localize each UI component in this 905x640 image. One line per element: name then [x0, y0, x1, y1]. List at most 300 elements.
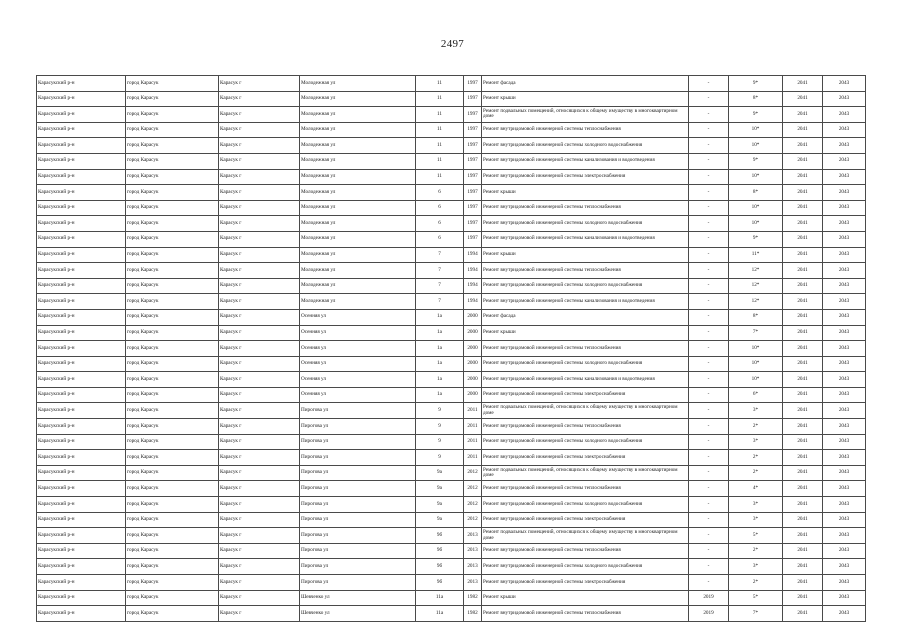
cell-work: Ремонт крыши	[482, 91, 689, 107]
cell-locality: Карасук г	[219, 481, 300, 497]
cell-locality: Карасук г	[219, 543, 300, 559]
cell-prior: -	[689, 403, 729, 419]
cell-district: Карасукский р-н	[37, 606, 126, 622]
cell-work: Ремонт подвальных помещений, относящихся к общему имуществу в многоквартирном доме	[482, 465, 689, 481]
cell-locality: Карасук г	[219, 153, 300, 169]
cell-work: Ремонт внутридомовой инженерной системы теплоснабжения	[482, 200, 689, 216]
cell-end: 2043	[823, 372, 866, 388]
cell-work: Ремонт крыши	[482, 247, 689, 263]
table-row	[37, 356, 866, 372]
cell-street: Молодежная ул	[300, 185, 416, 201]
cell-district: Карасукский р-н	[37, 185, 126, 201]
cell-end: 2043	[823, 465, 866, 481]
cell-year: 1997	[464, 122, 482, 138]
cell-year: 1994	[464, 263, 482, 279]
cell-settlement: город Карасук	[126, 341, 219, 357]
cell-end: 2043	[823, 528, 866, 544]
cell-area: 8*	[729, 185, 783, 201]
cell-year: 2000	[464, 325, 482, 341]
cell-locality: Карасук г	[219, 356, 300, 372]
cell-house: 9	[416, 419, 464, 435]
cell-locality: Карасук г	[219, 309, 300, 325]
cell-house: 9б	[416, 543, 464, 559]
cell-house: 6	[416, 216, 464, 232]
table-row	[37, 403, 866, 419]
cell-start: 2041	[783, 559, 823, 575]
cell-start: 2041	[783, 341, 823, 357]
cell-start: 2041	[783, 216, 823, 232]
cell-street: Молодежная ул	[300, 107, 416, 123]
cell-end: 2043	[823, 216, 866, 232]
cell-prior: -	[689, 231, 729, 247]
cell-start: 2041	[783, 169, 823, 185]
cell-district: Карасукский р-н	[37, 497, 126, 513]
cell-settlement: город Карасук	[126, 294, 219, 310]
cell-settlement: город Карасук	[126, 169, 219, 185]
cell-settlement: город Карасук	[126, 122, 219, 138]
cell-start: 2041	[783, 76, 823, 92]
cell-district: Карасукский р-н	[37, 419, 126, 435]
cell-prior: -	[689, 247, 729, 263]
cell-end: 2043	[823, 185, 866, 201]
cell-end: 2043	[823, 543, 866, 559]
cell-house: 11	[416, 122, 464, 138]
cell-work: Ремонт внутридомовой инженерной системы холодного водоснабжения	[482, 216, 689, 232]
cell-district: Карасукский р-н	[37, 450, 126, 466]
cell-area: 10*	[729, 169, 783, 185]
cell-street: Шевченко ул	[300, 590, 416, 606]
cell-house: 9	[416, 403, 464, 419]
cell-end: 2043	[823, 325, 866, 341]
cell-year: 1994	[464, 294, 482, 310]
cell-locality: Карасук г	[219, 372, 300, 388]
cell-street: Молодежная ул	[300, 122, 416, 138]
cell-area: 11*	[729, 247, 783, 263]
table-row	[37, 247, 866, 263]
cell-locality: Карасук г	[219, 465, 300, 481]
table-row	[37, 341, 866, 357]
cell-work: Ремонт фасада	[482, 76, 689, 92]
cell-end: 2043	[823, 450, 866, 466]
cell-area: 9*	[729, 76, 783, 92]
table-row	[37, 76, 866, 92]
cell-locality: Карасук г	[219, 528, 300, 544]
cell-area: 9*	[729, 107, 783, 123]
cell-prior: -	[689, 138, 729, 154]
cell-locality: Карасук г	[219, 512, 300, 528]
cell-work: Ремонт внутридомовой инженерной системы теплоснабжения	[482, 122, 689, 138]
cell-district: Карасукский р-н	[37, 76, 126, 92]
cell-street: Пирогова ул	[300, 403, 416, 419]
cell-prior: -	[689, 200, 729, 216]
cell-house: 9а	[416, 465, 464, 481]
cell-work: Ремонт подвальных помещений, относящихся к общему имуществу в многоквартирном доме	[482, 403, 689, 419]
cell-settlement: город Карасук	[126, 419, 219, 435]
cell-area: 12*	[729, 263, 783, 279]
cell-end: 2043	[823, 247, 866, 263]
table-row	[37, 294, 866, 310]
cell-work: Ремонт внутридомовой инженерной системы теплоснабжения	[482, 263, 689, 279]
cell-house: 1а	[416, 356, 464, 372]
cell-prior: -	[689, 387, 729, 403]
cell-end: 2043	[823, 138, 866, 154]
cell-locality: Карасук г	[219, 294, 300, 310]
cell-end: 2043	[823, 278, 866, 294]
cell-year: 1994	[464, 278, 482, 294]
cell-street: Молодежная ул	[300, 169, 416, 185]
table-row	[37, 200, 866, 216]
cell-settlement: город Карасук	[126, 153, 219, 169]
cell-settlement: город Карасук	[126, 216, 219, 232]
table-row	[37, 185, 866, 201]
cell-locality: Карасук г	[219, 247, 300, 263]
cell-start: 2041	[783, 575, 823, 591]
cell-year: 2013	[464, 543, 482, 559]
cell-start: 2041	[783, 122, 823, 138]
cell-end: 2043	[823, 309, 866, 325]
cell-area: 9*	[729, 153, 783, 169]
cell-settlement: город Карасук	[126, 372, 219, 388]
cell-year: 1997	[464, 76, 482, 92]
cell-area: 10*	[729, 356, 783, 372]
cell-street: Молодежная ул	[300, 278, 416, 294]
cell-house: 9б	[416, 528, 464, 544]
cell-area: 10*	[729, 200, 783, 216]
cell-settlement: город Карасук	[126, 559, 219, 575]
cell-prior: -	[689, 263, 729, 279]
cell-house: 11а	[416, 606, 464, 622]
cell-end: 2043	[823, 153, 866, 169]
cell-settlement: город Карасук	[126, 278, 219, 294]
cell-start: 2041	[783, 91, 823, 107]
cell-prior: -	[689, 91, 729, 107]
cell-locality: Карасук г	[219, 341, 300, 357]
cell-locality: Карасук г	[219, 200, 300, 216]
cell-area: 9*	[729, 231, 783, 247]
cell-house: 11	[416, 169, 464, 185]
cell-street: Молодежная ул	[300, 216, 416, 232]
cell-start: 2041	[783, 107, 823, 123]
cell-house: 11а	[416, 590, 464, 606]
cell-street: Осенняя ул	[300, 372, 416, 388]
cell-district: Карасукский р-н	[37, 403, 126, 419]
cell-street: Пирогова ул	[300, 481, 416, 497]
cell-year: 1997	[464, 185, 482, 201]
cell-settlement: город Карасук	[126, 138, 219, 154]
cell-start: 2041	[783, 481, 823, 497]
cell-work: Ремонт внутридомовой инженерной системы канализования и водоотведения	[482, 372, 689, 388]
cell-end: 2043	[823, 76, 866, 92]
cell-work: Ремонт внутридомовой инженерной системы холодного водоснабжения	[482, 497, 689, 513]
cell-work: Ремонт внутридомовой инженерной системы холодного водоснабжения	[482, 559, 689, 575]
table-row	[37, 434, 866, 450]
cell-work: Ремонт внутридомовой инженерной системы теплоснабжения	[482, 341, 689, 357]
cell-start: 2041	[783, 247, 823, 263]
cell-house: 7	[416, 278, 464, 294]
cell-locality: Карасук г	[219, 278, 300, 294]
cell-year: 2012	[464, 497, 482, 513]
cell-prior: -	[689, 122, 729, 138]
table-row	[37, 325, 866, 341]
cell-street: Пирогова ул	[300, 528, 416, 544]
cell-prior: -	[689, 559, 729, 575]
cell-work: Ремонт внутридомовой инженерной системы канализования и водоотведения	[482, 231, 689, 247]
cell-prior: -	[689, 434, 729, 450]
cell-locality: Карасук г	[219, 419, 300, 435]
cell-district: Карасукский р-н	[37, 372, 126, 388]
cell-district: Карасукский р-н	[37, 465, 126, 481]
cell-house: 7	[416, 294, 464, 310]
cell-area: 2*	[729, 575, 783, 591]
cell-work: Ремонт внутридомовой инженерной системы холодного водоснабжения	[482, 138, 689, 154]
cell-area: 6*	[729, 387, 783, 403]
cell-area: 3*	[729, 497, 783, 513]
cell-end: 2043	[823, 200, 866, 216]
cell-end: 2043	[823, 387, 866, 403]
cell-settlement: город Карасук	[126, 76, 219, 92]
cell-house: 11	[416, 91, 464, 107]
cell-end: 2043	[823, 403, 866, 419]
cell-area: 3*	[729, 434, 783, 450]
cell-street: Молодежная ул	[300, 138, 416, 154]
cell-end: 2043	[823, 575, 866, 591]
cell-prior: -	[689, 76, 729, 92]
cell-district: Карасукский р-н	[37, 341, 126, 357]
cell-year: 2012	[464, 512, 482, 528]
cell-settlement: город Карасук	[126, 247, 219, 263]
cell-district: Карасукский р-н	[37, 247, 126, 263]
cell-locality: Карасук г	[219, 107, 300, 123]
cell-area: 10*	[729, 122, 783, 138]
cell-start: 2041	[783, 403, 823, 419]
cell-settlement: город Карасук	[126, 528, 219, 544]
cell-start: 2041	[783, 434, 823, 450]
cell-start: 2041	[783, 528, 823, 544]
table-row	[37, 278, 866, 294]
cell-end: 2043	[823, 606, 866, 622]
cell-start: 2041	[783, 263, 823, 279]
cell-work: Ремонт внутридомовой инженерной системы канализования и водоотведения	[482, 153, 689, 169]
cell-prior: -	[689, 450, 729, 466]
cell-end: 2043	[823, 497, 866, 513]
cell-settlement: город Карасук	[126, 450, 219, 466]
cell-end: 2043	[823, 263, 866, 279]
cell-locality: Карасук г	[219, 559, 300, 575]
cell-end: 2043	[823, 107, 866, 123]
cell-settlement: город Карасук	[126, 434, 219, 450]
cell-area: 10*	[729, 341, 783, 357]
cell-area: 8*	[729, 309, 783, 325]
cell-start: 2041	[783, 590, 823, 606]
table-row	[37, 590, 866, 606]
cell-street: Пирогова ул	[300, 543, 416, 559]
cell-area: 10*	[729, 372, 783, 388]
cell-house: 6	[416, 200, 464, 216]
cell-start: 2041	[783, 387, 823, 403]
cell-end: 2043	[823, 356, 866, 372]
cell-end: 2043	[823, 481, 866, 497]
cell-street: Молодежная ул	[300, 91, 416, 107]
cell-prior: -	[689, 325, 729, 341]
cell-house: 1а	[416, 341, 464, 357]
cell-prior: -	[689, 107, 729, 123]
cell-district: Карасукский р-н	[37, 575, 126, 591]
cell-locality: Карасук г	[219, 325, 300, 341]
cell-house: 11	[416, 153, 464, 169]
cell-street: Шевченко ул	[300, 606, 416, 622]
cell-area: 3*	[729, 512, 783, 528]
table-row	[37, 153, 866, 169]
cell-area: 7*	[729, 325, 783, 341]
cell-area: 2*	[729, 419, 783, 435]
cell-area: 12*	[729, 278, 783, 294]
cell-street: Пирогова ул	[300, 434, 416, 450]
cell-settlement: город Карасук	[126, 91, 219, 107]
cell-work: Ремонт крыши	[482, 590, 689, 606]
cell-start: 2041	[783, 606, 823, 622]
cell-district: Карасукский р-н	[37, 590, 126, 606]
cell-street: Пирогова ул	[300, 559, 416, 575]
cell-work: Ремонт подвальных помещений, относящихся к общему имуществу в многоквартирном доме	[482, 107, 689, 123]
table-row	[37, 216, 866, 232]
cell-house: 9а	[416, 512, 464, 528]
cell-prior: -	[689, 153, 729, 169]
cell-house: 9а	[416, 481, 464, 497]
table-row	[37, 309, 866, 325]
cell-house: 1а	[416, 309, 464, 325]
cell-work: Ремонт внутридомовой инженерной системы холодного водоснабжения	[482, 278, 689, 294]
cell-work: Ремонт внутридомовой инженерной системы электроснабжения	[482, 575, 689, 591]
cell-locality: Карасук г	[219, 403, 300, 419]
cell-house: 6	[416, 185, 464, 201]
cell-year: 2000	[464, 387, 482, 403]
cell-work: Ремонт внутридомовой инженерной системы канализования и водоотведения	[482, 294, 689, 310]
cell-year: 2013	[464, 559, 482, 575]
cell-district: Карасукский р-н	[37, 294, 126, 310]
cell-start: 2041	[783, 419, 823, 435]
cell-locality: Карасук г	[219, 185, 300, 201]
cell-settlement: город Карасук	[126, 325, 219, 341]
table-row	[37, 122, 866, 138]
cell-work: Ремонт внутридомовой инженерной системы электроснабжения	[482, 450, 689, 466]
cell-year: 1997	[464, 169, 482, 185]
cell-street: Осенняя ул	[300, 341, 416, 357]
cell-year: 1997	[464, 153, 482, 169]
cell-end: 2043	[823, 294, 866, 310]
cell-locality: Карасук г	[219, 91, 300, 107]
cell-settlement: город Карасук	[126, 356, 219, 372]
cell-area: 4*	[729, 481, 783, 497]
cell-start: 2041	[783, 231, 823, 247]
cell-locality: Карасук г	[219, 169, 300, 185]
cell-end: 2043	[823, 590, 866, 606]
table-row	[37, 91, 866, 107]
cell-work: Ремонт внутридомовой инженерной системы холодного водоснабжения	[482, 434, 689, 450]
cell-settlement: город Карасук	[126, 231, 219, 247]
cell-area: 2*	[729, 465, 783, 481]
cell-settlement: город Карасук	[126, 403, 219, 419]
cell-area: 5*	[729, 528, 783, 544]
cell-year: 2000	[464, 356, 482, 372]
cell-prior: -	[689, 419, 729, 435]
cell-district: Карасукский р-н	[37, 309, 126, 325]
cell-district: Карасукский р-н	[37, 216, 126, 232]
table-body	[37, 76, 866, 622]
cell-district: Карасукский р-н	[37, 325, 126, 341]
cell-year: 2013	[464, 528, 482, 544]
cell-settlement: город Карасук	[126, 543, 219, 559]
cell-work: Ремонт внутридомовой инженерной системы теплоснабжения	[482, 481, 689, 497]
cell-street: Осенняя ул	[300, 387, 416, 403]
cell-area: 3*	[729, 559, 783, 575]
cell-start: 2041	[783, 465, 823, 481]
cell-settlement: город Карасук	[126, 465, 219, 481]
cell-area: 12*	[729, 294, 783, 310]
cell-house: 9б	[416, 575, 464, 591]
cell-street: Молодежная ул	[300, 231, 416, 247]
cell-start: 2041	[783, 200, 823, 216]
cell-settlement: город Карасук	[126, 107, 219, 123]
cell-start: 2041	[783, 325, 823, 341]
cell-settlement: город Карасук	[126, 200, 219, 216]
cell-year: 1997	[464, 107, 482, 123]
cell-prior: -	[689, 497, 729, 513]
cell-settlement: город Карасук	[126, 590, 219, 606]
cell-end: 2043	[823, 341, 866, 357]
cell-work: Ремонт подвальных помещений, относящихся к общему имуществу в многоквартирном доме	[482, 528, 689, 544]
cell-year: 1997	[464, 216, 482, 232]
cell-locality: Карасук г	[219, 575, 300, 591]
cell-street: Пирогова ул	[300, 575, 416, 591]
cell-district: Карасукский р-н	[37, 138, 126, 154]
cell-house: 7	[416, 247, 464, 263]
cell-start: 2041	[783, 185, 823, 201]
cell-prior: -	[689, 185, 729, 201]
cell-district: Карасукский р-н	[37, 543, 126, 559]
cell-prior: -	[689, 512, 729, 528]
table-row	[37, 543, 866, 559]
cell-street: Молодежная ул	[300, 76, 416, 92]
repair-schedule-table	[36, 75, 866, 622]
cell-street: Пирогова ул	[300, 512, 416, 528]
table-row	[37, 512, 866, 528]
cell-locality: Карасук г	[219, 606, 300, 622]
cell-area: 8*	[729, 91, 783, 107]
cell-start: 2041	[783, 450, 823, 466]
cell-settlement: город Карасук	[126, 497, 219, 513]
cell-settlement: город Карасук	[126, 185, 219, 201]
table-row	[37, 606, 866, 622]
table-row	[37, 263, 866, 279]
cell-prior: -	[689, 356, 729, 372]
cell-district: Карасукский р-н	[37, 169, 126, 185]
table-row	[37, 419, 866, 435]
cell-settlement: город Карасук	[126, 263, 219, 279]
cell-end: 2043	[823, 559, 866, 575]
cell-year: 2000	[464, 309, 482, 325]
cell-year: 2000	[464, 341, 482, 357]
cell-prior: -	[689, 465, 729, 481]
cell-year: 2012	[464, 465, 482, 481]
cell-locality: Карасук г	[219, 231, 300, 247]
cell-district: Карасукский р-н	[37, 434, 126, 450]
cell-prior: -	[689, 372, 729, 388]
table-row	[37, 169, 866, 185]
cell-street: Осенняя ул	[300, 309, 416, 325]
cell-district: Карасукский р-н	[37, 387, 126, 403]
cell-year: 1997	[464, 138, 482, 154]
cell-start: 2041	[783, 294, 823, 310]
